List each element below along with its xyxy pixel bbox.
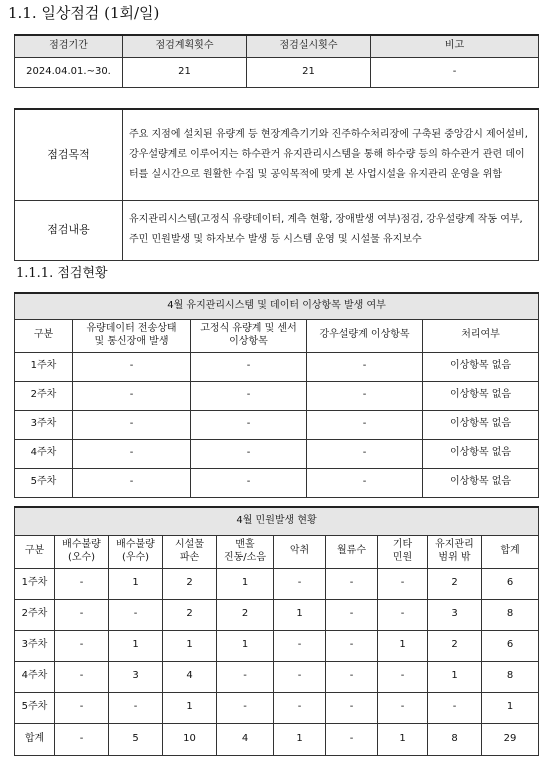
- complaints-cell: -: [326, 568, 378, 599]
- section-heading-inspection-status: 1.1.1. 점검현황: [16, 266, 108, 281]
- summary-header: 점검실시횟수: [247, 35, 371, 57]
- complaints-cell: -: [326, 599, 378, 630]
- anomaly-cell: 이상항목 없음: [423, 352, 539, 381]
- anomaly-cell: 이상항목 없음: [423, 410, 539, 439]
- complaints-cell: -: [274, 692, 326, 723]
- summary-cell: -: [371, 57, 539, 87]
- anomaly-cell: -: [191, 410, 307, 439]
- complaints-cell: 8: [428, 723, 482, 755]
- content-label: 점검내용: [15, 200, 123, 260]
- table-row-total: [15, 723, 539, 755]
- content-text: 유지관리시스템(고정식 유량데이터, 계측 현황, 장애발생 여부)점검, 강우설량계 작동 여부, 주민 민원발생 및 하자보수 발생 등 시스템 운영 및 시설물 유지보수: [123, 200, 539, 260]
- complaints-cell: -: [378, 599, 428, 630]
- complaints-cell: -: [428, 692, 482, 723]
- complaints-header: 합계: [482, 535, 539, 568]
- complaints-cell: -: [274, 630, 326, 661]
- anomaly-header: 강우설량계 이상항목: [307, 319, 423, 352]
- complaints-cell: 2주차: [15, 599, 55, 630]
- complaints-cell: 6: [482, 568, 539, 599]
- complaints-cell: 1: [109, 630, 163, 661]
- complaints-header: 맨홀 진동/소음: [217, 535, 274, 568]
- table-row: [15, 661, 539, 692]
- complaints-cell: -: [109, 599, 163, 630]
- table-row: [15, 439, 539, 468]
- complaints-cell: -: [217, 692, 274, 723]
- anomaly-cell: 5주차: [15, 468, 73, 497]
- complaints-cell: -: [55, 568, 109, 599]
- anomaly-table-title: 4월 유지관리시스템 및 데이터 이상항목 발생 여부: [15, 293, 539, 319]
- anomaly-cell: -: [307, 439, 423, 468]
- complaints-cell: 1: [217, 568, 274, 599]
- complaints-cell: 1: [163, 630, 217, 661]
- complaints-cell: 5: [109, 723, 163, 755]
- complaints-cell: 10: [163, 723, 217, 755]
- complaints-cell: -: [326, 630, 378, 661]
- complaints-cell: -: [378, 568, 428, 599]
- anomaly-cell: -: [191, 381, 307, 410]
- summary-cell: 21: [247, 57, 371, 87]
- complaints-cell: 1: [378, 630, 428, 661]
- complaints-cell: -: [109, 692, 163, 723]
- table-row: [15, 352, 539, 381]
- purpose-label: 점검목적: [15, 109, 123, 200]
- section-heading-daily-inspection: 1.1. 일상점검 (1회/일): [8, 4, 160, 22]
- anomaly-cell: -: [73, 381, 191, 410]
- complaints-cell: 6: [482, 630, 539, 661]
- complaints-cell: -: [378, 661, 428, 692]
- complaints-cell: 5주차: [15, 692, 55, 723]
- complaints-header: 월류수: [326, 535, 378, 568]
- anomaly-cell: -: [73, 352, 191, 381]
- complaints-cell: 합계: [15, 723, 55, 755]
- anomaly-cell: -: [73, 410, 191, 439]
- complaints-cell: -: [55, 599, 109, 630]
- complaints-table: [14, 506, 539, 756]
- complaints-cell: 1: [274, 723, 326, 755]
- complaints-cell: -: [55, 692, 109, 723]
- complaints-cell: 1주차: [15, 568, 55, 599]
- anomaly-cell: -: [307, 410, 423, 439]
- complaints-cell: -: [217, 661, 274, 692]
- complaints-cell: 3: [428, 599, 482, 630]
- complaints-cell: 2: [217, 599, 274, 630]
- complaints-cell: 1: [163, 692, 217, 723]
- complaints-cell: 2: [163, 599, 217, 630]
- complaints-header: 시설물 파손: [163, 535, 217, 568]
- anomaly-cell: -: [307, 381, 423, 410]
- complaints-cell: 1: [217, 630, 274, 661]
- purpose-text: 주요 지점에 설치된 유량계 등 현장계측기기와 진주하수처리장에 구축된 중앙감시 제어설비, 강우설량계로 이루어지는 하수관거 유지관리시스템을 통해 하수량 등의 하수관거 관련 데이터를 실시간으로 원활한 수집 및 공익목적에 맞게 본 사업시설을 유지관리 운영을 위함: [123, 109, 539, 200]
- complaints-cell: 3주차: [15, 630, 55, 661]
- complaints-cell: 2: [428, 568, 482, 599]
- anomaly-cell: 1주차: [15, 352, 73, 381]
- anomaly-cell: -: [73, 468, 191, 497]
- complaints-cell: -: [274, 568, 326, 599]
- summary-cell: 2024.04.01.~30.: [15, 57, 123, 87]
- complaints-cell: 1: [378, 723, 428, 755]
- anomaly-header: 유량데이터 전송상태 및 통신장애 발생: [73, 319, 191, 352]
- complaints-cell: -: [378, 692, 428, 723]
- complaints-cell: 8: [482, 661, 539, 692]
- complaints-cell: 2: [428, 630, 482, 661]
- complaints-header: 유지관리 범위 밖: [428, 535, 482, 568]
- summary-header: 점검기간: [15, 35, 123, 57]
- anomaly-cell: -: [307, 468, 423, 497]
- complaints-cell: 1: [482, 692, 539, 723]
- anomaly-header: 처리여부: [423, 319, 539, 352]
- anomaly-cell: 3주차: [15, 410, 73, 439]
- complaints-cell: -: [274, 661, 326, 692]
- complaints-cell: 4: [163, 661, 217, 692]
- table-row: [15, 468, 539, 497]
- complaints-cell: 8: [482, 599, 539, 630]
- anomaly-cell: -: [73, 439, 191, 468]
- complaints-cell: 3: [109, 661, 163, 692]
- complaints-header: 악취: [274, 535, 326, 568]
- complaints-cell: -: [326, 723, 378, 755]
- complaints-cell: 2: [163, 568, 217, 599]
- complaints-cell: 1: [274, 599, 326, 630]
- anomaly-header: 고정식 유량계 및 센서 이상항목: [191, 319, 307, 352]
- anomaly-cell: 2주차: [15, 381, 73, 410]
- table-row: [15, 410, 539, 439]
- anomaly-cell: 이상항목 없음: [423, 381, 539, 410]
- complaints-cell: -: [326, 692, 378, 723]
- table-row: [15, 568, 539, 599]
- complaints-header: 배수불량 (우수): [109, 535, 163, 568]
- anomaly-cell: -: [307, 352, 423, 381]
- complaints-header: 배수불량 (오수): [55, 535, 109, 568]
- summary-cell: 21: [123, 57, 247, 87]
- complaints-cell: -: [55, 661, 109, 692]
- summary-header: 비고: [371, 35, 539, 57]
- anomaly-cell: 이상항목 없음: [423, 468, 539, 497]
- complaints-cell: -: [55, 630, 109, 661]
- complaints-cell: -: [326, 661, 378, 692]
- anomaly-cell: 이상항목 없음: [423, 439, 539, 468]
- summary-header: 점검계획횟수: [123, 35, 247, 57]
- table-row: [15, 630, 539, 661]
- complaints-header: 기타 민원: [378, 535, 428, 568]
- table-row: [15, 692, 539, 723]
- anomaly-cell: -: [191, 352, 307, 381]
- complaints-cell: 29: [482, 723, 539, 755]
- anomaly-table: [14, 292, 539, 498]
- complaints-cell: 4주차: [15, 661, 55, 692]
- complaints-table-title: 4월 민원발생 현황: [15, 507, 539, 535]
- inspection-summary-table: [14, 34, 539, 88]
- complaints-cell: -: [55, 723, 109, 755]
- table-row: [15, 381, 539, 410]
- anomaly-cell: -: [191, 468, 307, 497]
- anomaly-cell: 4주차: [15, 439, 73, 468]
- complaints-header: 구분: [15, 535, 55, 568]
- table-row: [15, 599, 539, 630]
- complaints-cell: 1: [428, 661, 482, 692]
- anomaly-cell: -: [191, 439, 307, 468]
- inspection-purpose-table: [14, 108, 539, 261]
- complaints-cell: 1: [109, 568, 163, 599]
- anomaly-header: 구분: [15, 319, 73, 352]
- complaints-cell: 4: [217, 723, 274, 755]
